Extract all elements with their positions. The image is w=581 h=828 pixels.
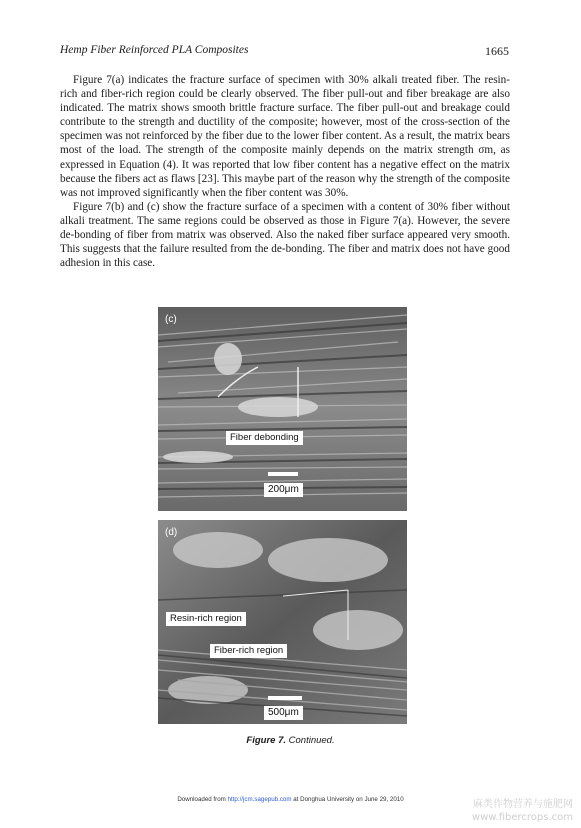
figure-7c-micrograph [158, 307, 407, 511]
paragraph-2: Figure 7(b) and (c) show the fracture surface of a specimen with a content of 30% fiber without alkali treatment. The same regions could be observed as those in Figure 7(a). However, the severe de-bonding of fiber from matrix was observed. Also the naked fiber surface appeared very smooth. This suggests that the failure resulted from the de-bonding. The fiber and matrix does not have good adhesion in this case. [60, 200, 510, 270]
scale-label-d: 500μm [264, 706, 303, 720]
footer-link[interactable]: http://jcm.sagepub.com [227, 796, 292, 803]
watermark [472, 798, 573, 824]
watermark-line-2: www.fibercrops.com [471, 812, 573, 823]
panel-label-d: (d) [165, 527, 178, 538]
micrograph-c-texture [158, 307, 407, 511]
watermark-line-1: 麻类作物营养与施肥网 [473, 799, 573, 810]
footer-prefix: Downloaded from [177, 796, 226, 803]
fiber-rich-region-callout: Fiber-rich region [210, 644, 287, 658]
running-title: Hemp Fiber Reinforced PLA Composites [60, 44, 249, 56]
body-text [60, 73, 510, 270]
panel-label-c: (c) [165, 314, 177, 325]
figure-caption [0, 735, 581, 746]
running-header [60, 44, 509, 60]
page-number: 1665 [485, 44, 509, 58]
figure-caption-text: Continued. [288, 735, 335, 746]
figure-caption-label: Figure 7. [246, 735, 286, 746]
paragraph-1: Figure 7(a) indicates the fracture surface of specimen with 30% alkali treated fiber. The resin-rich and fiber-rich region could be clearly observed. The fiber pull-out and fiber breakage are also indicated. The matrix shows smooth brittle fracture surface. The fiber pull-out and breakage could contribute to the strength and ductility of the composite; however, most of the cross-section of the specimen was not reinforced by the fiber due to the lower fiber content. As a result, the matrix bears most of the load. The strength of the composite mainly depends on the matrix strength σm, as expressed in Equation (4). It was reported that low fiber content has a negative effect on the matrix because the fibers act as flaws [23]. This maybe part of the reason why the strength of the composite was not improved significantly when the fiber content was 30%. [60, 74, 510, 199]
figure-7d-micrograph [158, 520, 407, 724]
scale-label-c: 200μm [264, 483, 303, 497]
fiber-debonding-callout: Fiber debonding [226, 431, 303, 445]
scale-bar-d [268, 696, 302, 700]
resin-rich-region-callout: Resin-rich region [166, 612, 246, 626]
scale-bar-c [268, 472, 298, 476]
footer-suffix: at Donghua University on June 29, 2010 [293, 796, 404, 803]
